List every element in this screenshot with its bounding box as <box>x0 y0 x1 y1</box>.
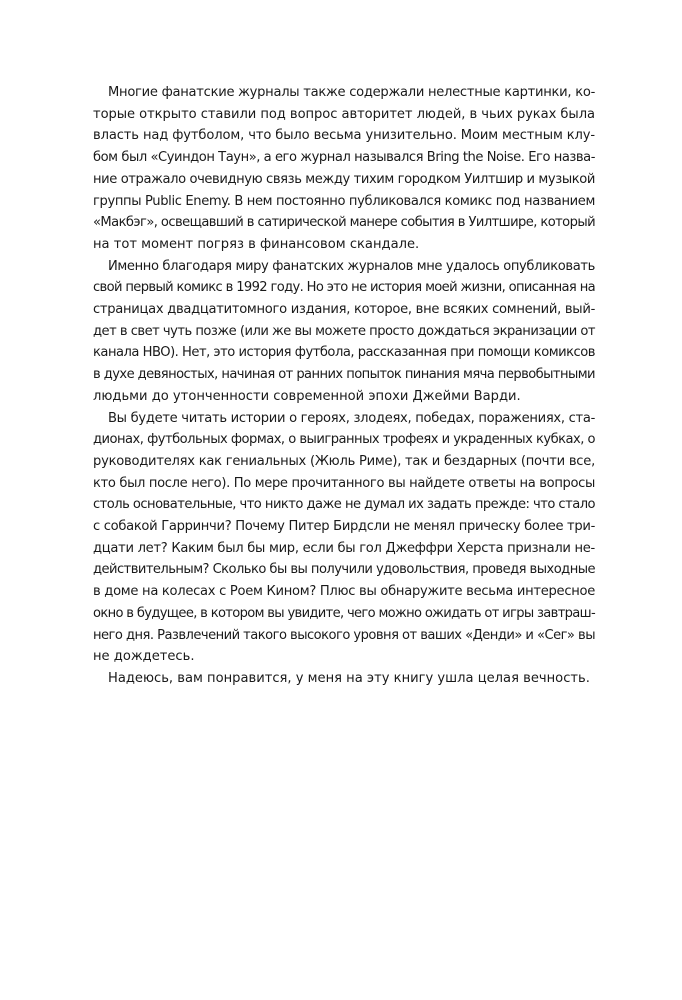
text-line: свой первый комикс в 1992 году. Но это не история моей жизни, описанная на <box>93 280 595 296</box>
text-line: дцати лет? Каким был бы мир, если бы гол Джеффри Херста признали не- <box>93 540 596 556</box>
text-line: «Макбэг», освещавший в сатирической манере события в Уилтшире, который <box>93 215 596 231</box>
paragraph-1 <box>93 82 595 256</box>
text-line: бом был «Суиндон Таун», а его журнал назывался Bring the Noise. Его назва- <box>93 150 596 166</box>
body-text <box>93 82 595 690</box>
text-line: страницах двадцатитомного издания, которое, вне всяких сомнений, вый- <box>93 302 596 318</box>
text-line: дионах, футбольных формах, о выигранных трофеях и украденных кубках, о <box>93 432 596 448</box>
paragraph-3 <box>93 408 595 668</box>
text-line: людьми до утонченности современной эпохи Джейми Варди. <box>93 388 521 404</box>
text-line: на тот момент погряз в финансовом скандале. <box>93 236 420 252</box>
text-line: не дождетесь. <box>93 649 195 665</box>
text-line: руководителях как гениальных (Жюль Риме), так и бездарных (почти все, <box>93 453 595 469</box>
text-line: окно в будущее, в котором вы увидите, чего можно ожидать от игры завтраш- <box>93 605 595 621</box>
text-line: Вы будете читать истории о героях, злодеях, победах, поражениях, ста- <box>108 410 595 426</box>
text-line: ние отражало очевидную связь между тихим городком Уилтшир и музыкой <box>93 171 596 187</box>
text-line: Многие фанатские журналы также содержали нелестные картинки, ко- <box>108 85 596 100</box>
text-line: дет в свет чуть позже (или же вы можете просто дождаться экранизации от <box>93 323 595 339</box>
text-line: Именно благодаря миру фанатских журналов мне удалось опубликовать <box>108 258 595 274</box>
text-line: него дня. Развлечений такого высокого уровня от ваших «Денди» и «Сег» вы <box>93 627 596 643</box>
text-line: в доме на колесах с Роем Кином? Плюс вы обнаружите весьма интересное <box>93 584 596 600</box>
text-line: кто был после него). По мере прочитанного вы найдете ответы на вопросы <box>93 475 596 491</box>
text-line: столь основательные, что никто даже не думал их задать прежде: что стало <box>93 497 596 513</box>
text-line: власть над футболом, что было весьма унизительно. Моим местным клу- <box>93 128 595 144</box>
text-line: с собакой Гарринчи? Почему Питер Бирдсли не менял прическу более три- <box>93 519 595 535</box>
text-line: канала HBO). Нет, это история футбола, рассказанная при помощи комиксов <box>93 345 595 361</box>
paragraph-4 <box>93 668 595 690</box>
text-line: Надеюсь, вам понравится, у меня на эту книгу ушла целая вечность. <box>108 670 590 686</box>
paragraph-2 <box>93 256 595 408</box>
text-line: действительным? Сколько бы вы получили удовольствия, проведя выходные <box>93 562 595 578</box>
text-line: торые открыто ставили под вопрос авторитет людей, в чьих руках была <box>93 106 595 122</box>
text-line: группы Public Enemy. В нем постоянно публиковался комикс под названием <box>93 193 596 209</box>
text-line: в духе девяностых, начиная от ранних попыток пинания мяча первобытными <box>93 367 595 383</box>
